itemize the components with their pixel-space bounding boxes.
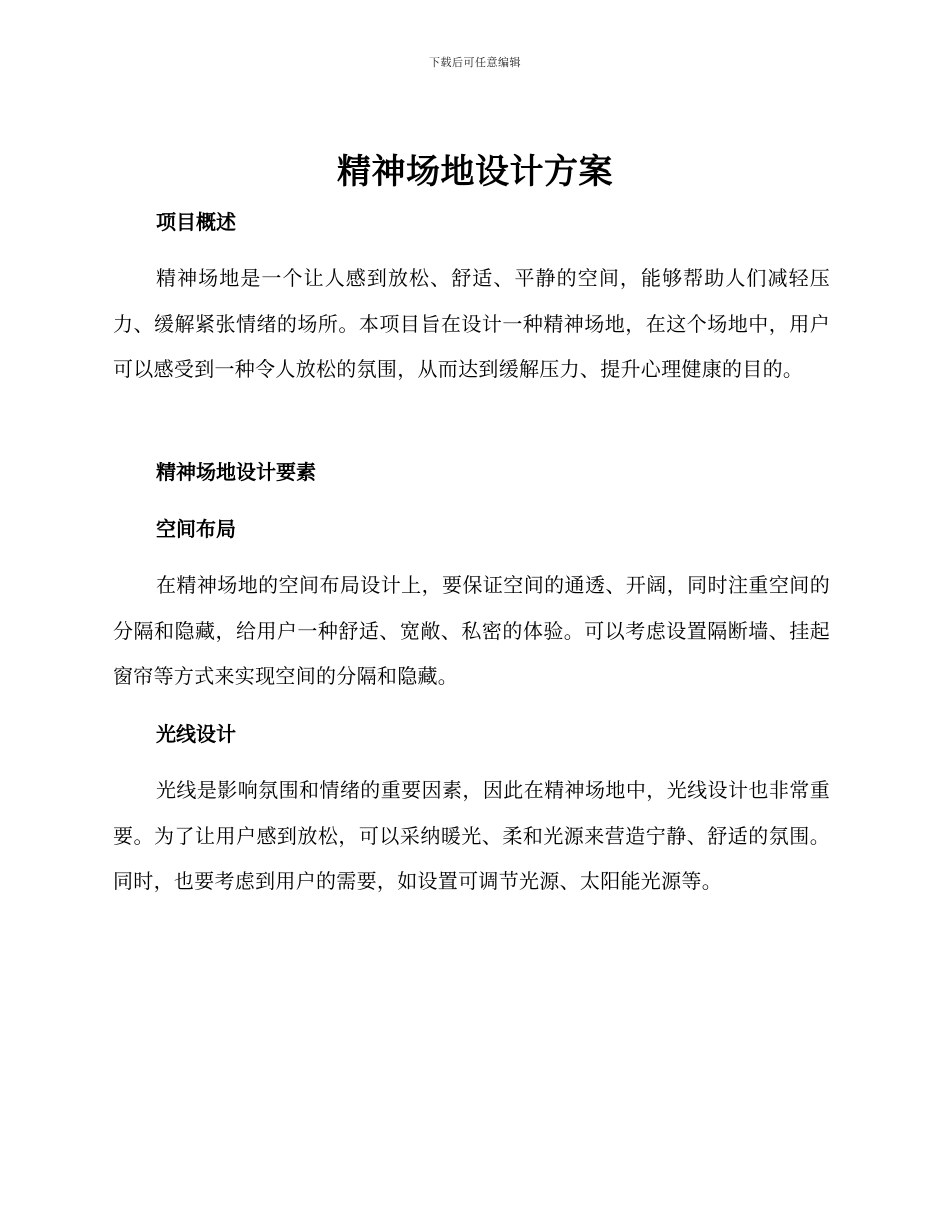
section-paragraph-space-layout: 在精神场地的空间布局设计上，要保证空间的通透、开阔，同时注重空间的分隔和隐藏，给用户一种舒适、宽敞、私密的体验。可以考虑设置隔断墙、挂起窗帘等方式来实现空间的分隔和隐藏。 [113,573,830,688]
section-paragraph-overview: 精神场地是一个让人感到放松、舒适、平静的空间，能够帮助人们减轻压力、缓解紧张情绪的场所。本项目旨在设计一种精神场地，在这个场地中，用户可以感受到一种令人放松的氛围，从而达到缓解压力、提升心理健康的目的。 [113,266,830,381]
section-heading-overview: 项目概述 [156,210,236,234]
header-note: 下载后可任意编辑 [429,56,521,69]
page-title: 精神场地设计方案 [337,152,613,192]
section-heading-design-elements: 精神场地设计要素 [156,460,316,484]
section-paragraph-lighting: 光线是影响氛围和情绪的重要因素，因此在精神场地中，光线设计也非常重要。为了让用户感到放松，可以采纳暖光、柔和光源来营造宁静、舒适的氛围。同时，也要考虑到用户的需要，如设置可调节光源、太阳能光源等。 [113,778,830,893]
section-heading-lighting: 光线设计 [156,722,236,746]
section-heading-space-layout: 空间布局 [156,517,236,541]
